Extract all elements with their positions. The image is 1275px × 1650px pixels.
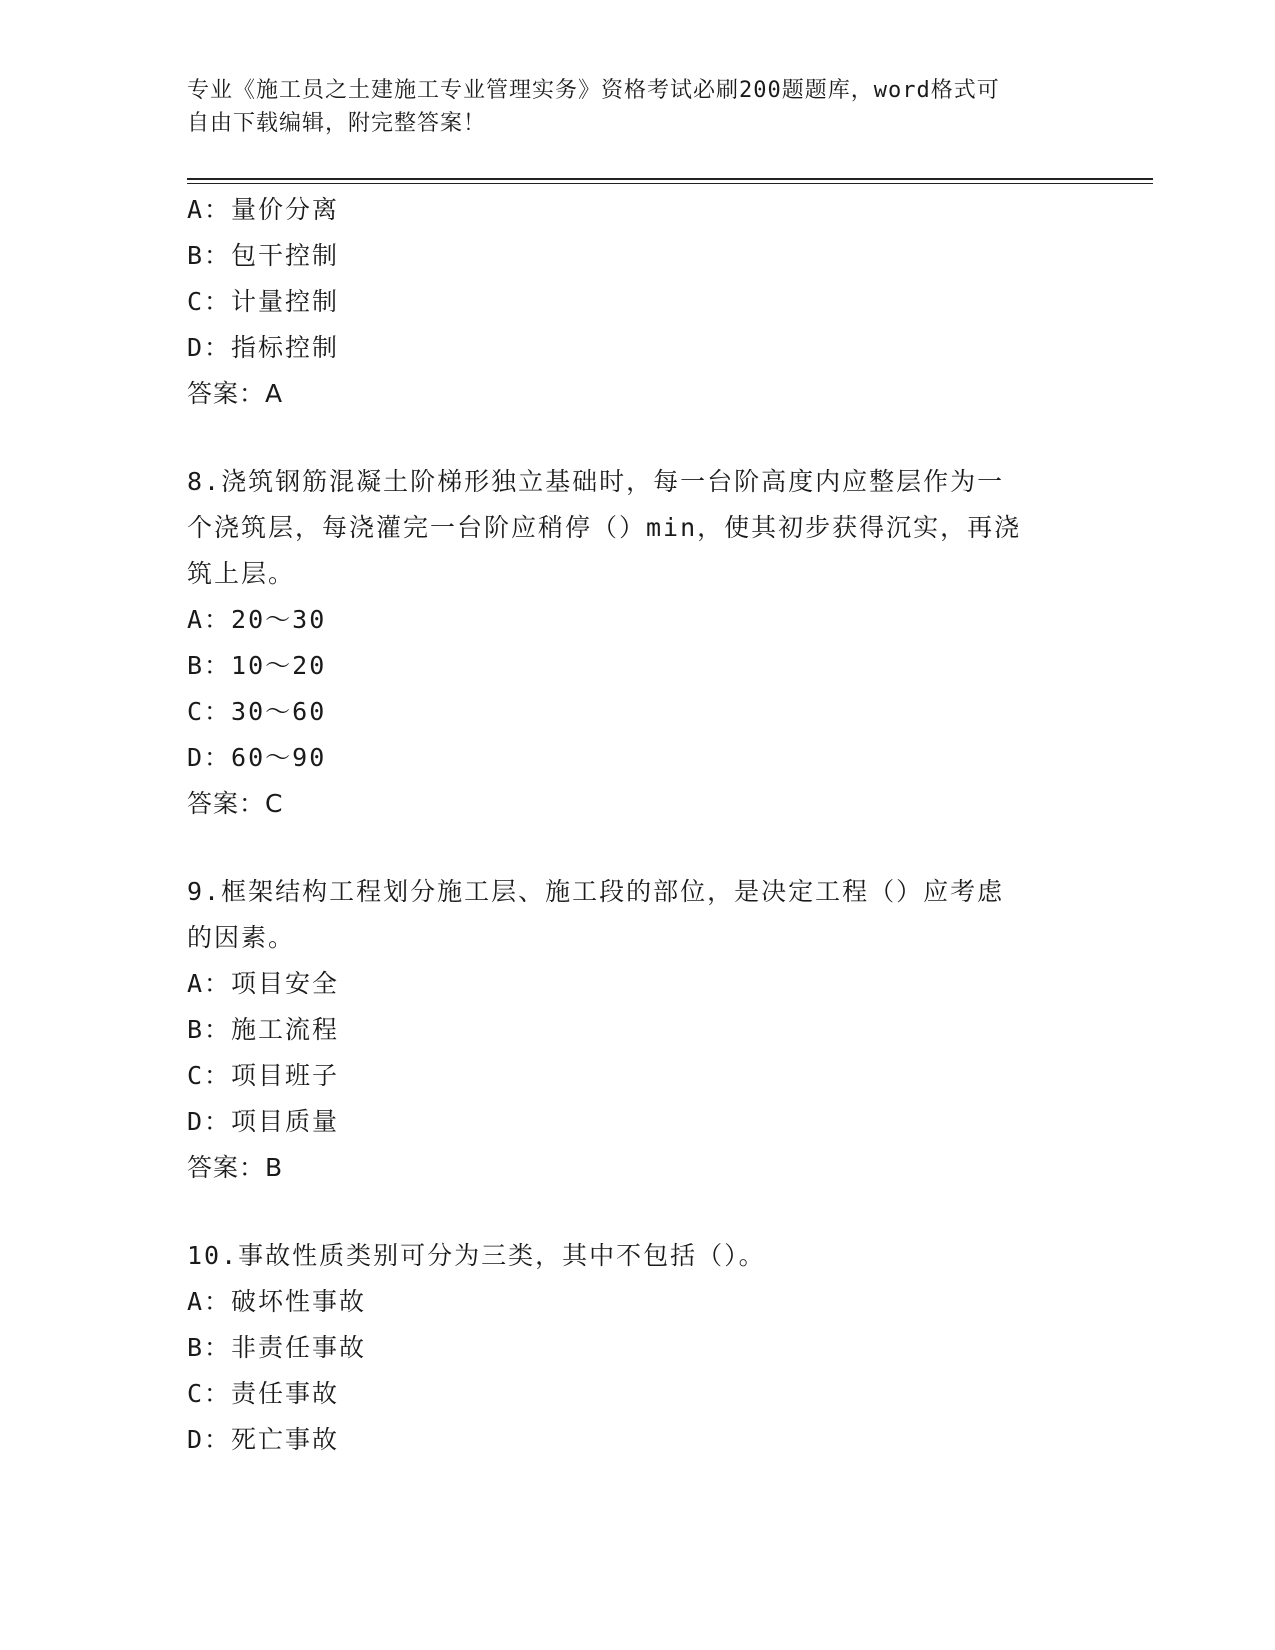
question-line: 筑上层。 (187, 559, 296, 588)
question-7 (187, 187, 1087, 417)
option-d: D：项目质量 (187, 1107, 340, 1136)
header-divider-thin (187, 183, 1153, 184)
question-line: 的因素。 (187, 923, 296, 952)
option-d: D：60～90 (187, 743, 327, 772)
question-9 (187, 869, 1087, 1191)
option-d: D：指标控制 (187, 333, 340, 362)
question-line: 个浇筑层，每浇灌完一台阶应稍停（）min，使其初步获得沉实，再浇 (187, 513, 1022, 542)
question-text (187, 459, 1067, 597)
document-header (187, 74, 1067, 140)
option-c: C：计量控制 (187, 287, 340, 316)
question-spacer (187, 827, 1087, 869)
question-line: 8.浇筑钢筋混凝土阶梯形独立基础时，每一台阶高度内应整层作为一 (187, 467, 1005, 496)
option-d: D：死亡事故 (187, 1425, 340, 1454)
question-10 (187, 1233, 1087, 1463)
answer-label: 答案：C (187, 789, 284, 818)
option-c: C：30～60 (187, 697, 327, 726)
option-b: B：10～20 (187, 651, 327, 680)
option-a: A：破坏性事故 (187, 1287, 367, 1316)
option-a: A：量价分离 (187, 195, 340, 224)
header-line-1: 专业《施工员之土建施工专业管理实务》资格考试必刷200题题库，word格式可 (187, 78, 1000, 103)
option-a: A：20～30 (187, 605, 327, 634)
question-text (187, 869, 1067, 961)
option-b: B：包干控制 (187, 241, 340, 270)
header-divider-thick (187, 178, 1153, 180)
question-list (187, 187, 1087, 1463)
option-b: B：非责任事故 (187, 1333, 367, 1362)
answer-label: 答案：B (187, 1153, 284, 1182)
question-line: 10.事故性质类别可分为三类，其中不包括（）。 (187, 1241, 766, 1270)
question-spacer (187, 417, 1087, 459)
answer-label: 答案：A (187, 379, 284, 408)
option-a: A：项目安全 (187, 969, 340, 998)
option-c: C：项目班子 (187, 1061, 340, 1090)
question-spacer (187, 1191, 1087, 1233)
question-8 (187, 459, 1087, 827)
header-line-2: 自由下载编辑，附完整答案！ (187, 111, 487, 136)
option-b: B：施工流程 (187, 1015, 340, 1044)
question-text (187, 1233, 1067, 1279)
option-c: C：责任事故 (187, 1379, 340, 1408)
question-line: 9.框架结构工程划分施工层、施工段的部位，是决定工程（）应考虑 (187, 877, 1005, 906)
